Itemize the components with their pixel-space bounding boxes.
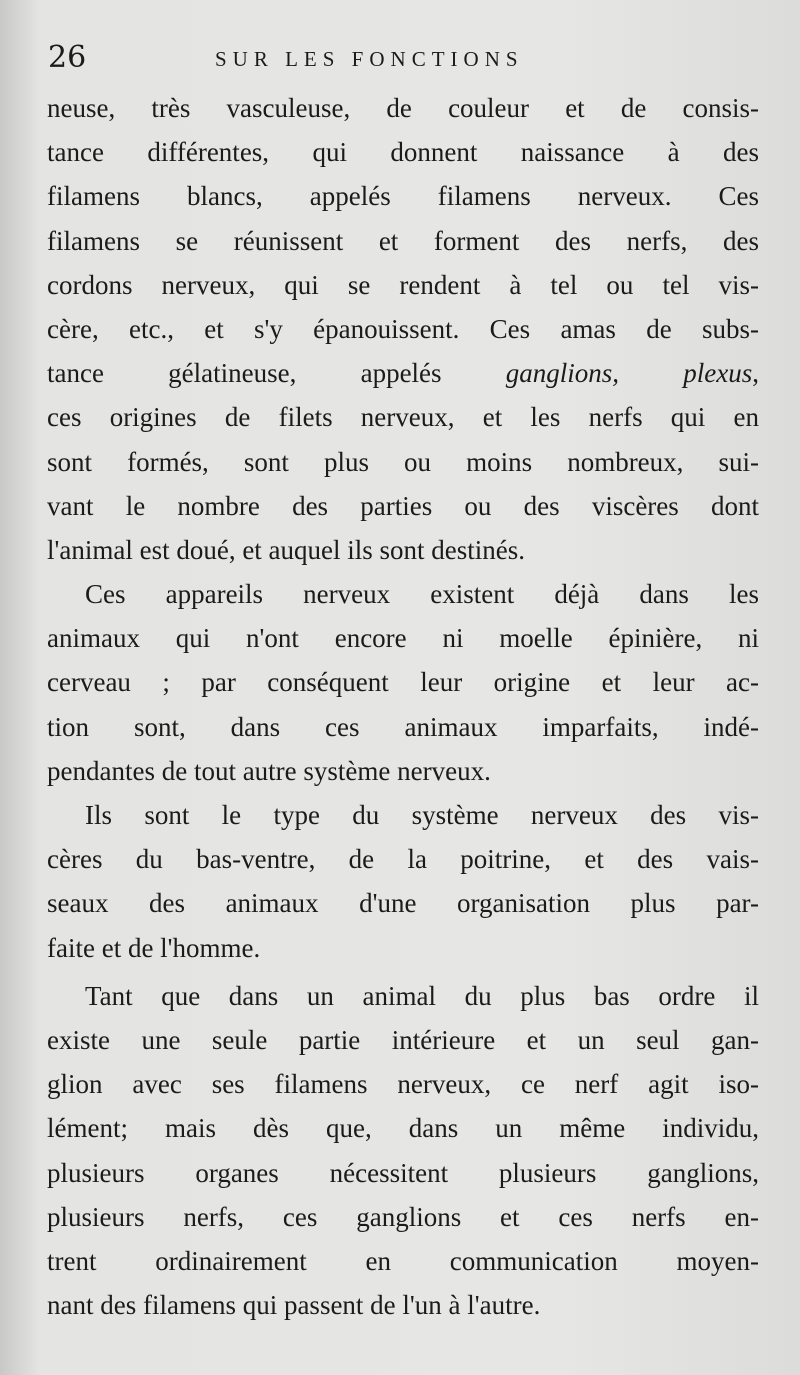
text-line: tion sont, dans ces animaux imparfaits, indé- — [47, 711, 759, 742]
text-line: plusieurs nerfs, ces ganglions et ces nerfs en- — [47, 1201, 759, 1232]
text-line: ces origines de filets nerveux, et les nerfs qui en — [47, 402, 759, 433]
text-line: filamens se réunissent et forment des nerfs, des — [47, 225, 759, 256]
text-line: cères du bas-ventre, de la poitrine, et des vais- — [47, 844, 759, 875]
text-line: l'animal est doué, et auquel ils sont destinés. — [47, 534, 526, 565]
text-line: animaux qui n'ont encore ni moelle épinière, ni — [47, 623, 759, 654]
paragraph-3 — [47, 793, 759, 970]
page-header — [0, 38, 800, 78]
paragraph-1 — [47, 86, 759, 572]
text-line: neuse, très vasculeuse, de couleur et de consis- — [47, 93, 759, 123]
text-line: Ces appareils nerveux existent déjà dans les — [85, 579, 759, 610]
text-line: sont formés, sont plus ou moins nombreux, sui- — [47, 446, 759, 477]
text-line: seaux des animaux d'une organisation plus par- — [47, 888, 759, 919]
text-line: cère, etc., et s'y épanouissent. Ces amas de subs- — [47, 313, 759, 344]
text-line: glion avec ses filamens nerveux, ce nerf agit iso- — [47, 1069, 759, 1100]
text-line: Tant que dans un animal du plus bas ordre il — [85, 980, 759, 1011]
text-line: plusieurs organes nécessitent plusieurs ganglions, — [47, 1157, 759, 1188]
text-line: Ils sont le type du système nerveux des vis- — [85, 800, 759, 830]
text-line: pendantes de tout autre système nerveux. — [47, 755, 491, 786]
running-head: SUR LES FONCTIONS — [215, 47, 524, 71]
text-body — [47, 86, 759, 1327]
text-line: existe une seule partie intérieure et un seul gan- — [47, 1024, 759, 1055]
paragraph-4 — [47, 974, 759, 1328]
text-line: trent ordinairement en communication moyen- — [47, 1245, 759, 1276]
text-line: faite et de l'homme. — [47, 932, 261, 963]
text-line-with-italics — [47, 351, 759, 395]
text-line: vant le nombre des parties ou des viscères dont — [47, 490, 759, 521]
text-line: filamens blancs, appelés filamens nerveux. Ces — [47, 181, 759, 212]
page-number: 26 — [48, 40, 87, 75]
paragraph-2 — [47, 572, 759, 793]
text-line: cordons nerveux, qui se rendent à tel ou tel vis- — [47, 269, 759, 300]
text-line: nant des filamens qui passent de l'un à l'autre. — [47, 1290, 541, 1321]
text-run: tance gélatineuse, appelés — [47, 358, 506, 389]
text-line: tance différentes, qui donnent naissance à des — [47, 137, 759, 168]
italic-term: ganglions, plexus — [505, 358, 753, 389]
text-line: lément; mais dès que, dans un même individu, — [47, 1113, 759, 1144]
text-run: , — [752, 358, 759, 389]
text-line: cerveau ; par conséquent leur origine et leur ac- — [47, 667, 759, 698]
